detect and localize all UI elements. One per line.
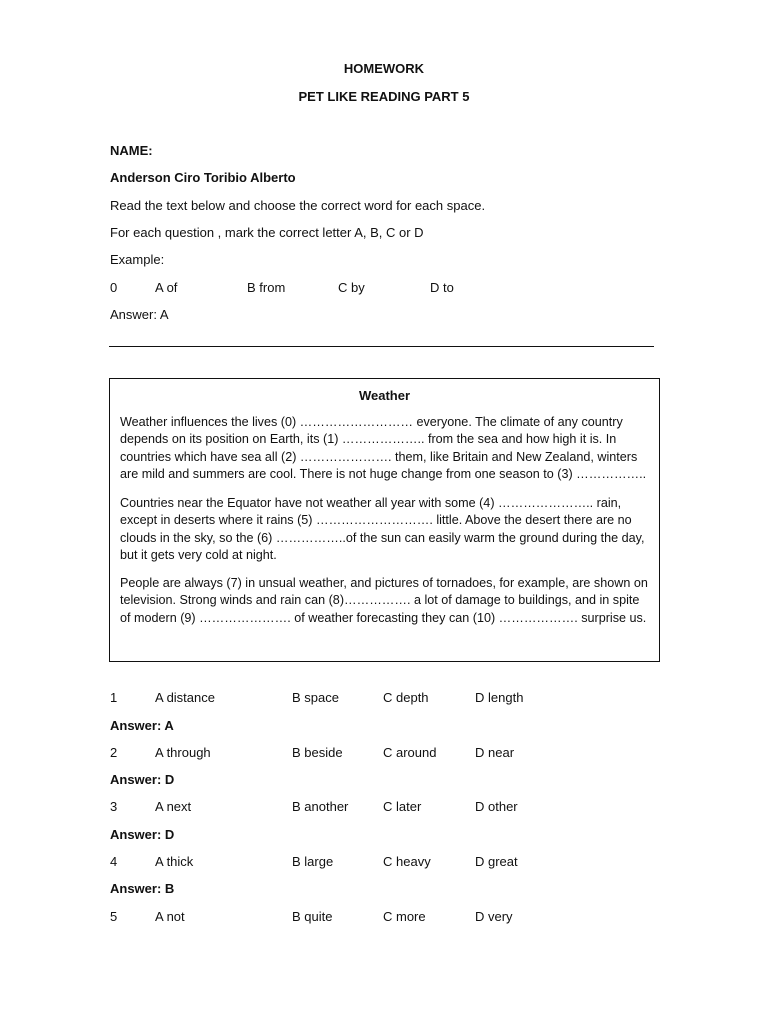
question-number: 1	[110, 690, 118, 705]
option-a: A not	[155, 909, 185, 924]
passage-paragraph-3: People are always (7) in unsual weather, and pictures of tornadoes, for example, are shown on television. Strong winds and rain can (8)……………. a lot of damage to buildings, and in spite of modern (9) …………………. of weather forecasting they can (10) ………………. surprise us.	[120, 576, 648, 625]
example-option-c: C by	[338, 280, 365, 295]
question-answer: Answer: D	[110, 827, 175, 842]
instruction-line-2: For each question , mark the correct letter A, B, C or D	[110, 225, 424, 240]
question-answer: Answer: A	[110, 718, 174, 733]
option-c: C more	[383, 909, 426, 924]
question-number: 2	[110, 745, 118, 760]
option-d: D very	[475, 909, 513, 924]
option-a: A thick	[155, 854, 194, 869]
option-c: C depth	[383, 690, 429, 705]
student-name: Anderson Ciro Toribio Alberto	[110, 170, 296, 185]
option-b: B beside	[292, 745, 343, 760]
option-a: A next	[155, 799, 192, 814]
passage-paragraph-2: Countries near the Equator have not weather all year with some (4) ………………….. rain, except in deserts where it rains (5) ………………………. little. Above the desert there are no clouds in the sky, so the (6) ……………..of the sun can easily warm the ground during the day, but it gets very cold at night.	[120, 496, 645, 563]
example-number: 0	[110, 280, 118, 295]
option-a: A through	[155, 745, 211, 760]
homework-title: HOMEWORK	[343, 61, 425, 76]
option-c: C later	[383, 799, 422, 814]
option-b: B space	[292, 690, 339, 705]
example-option-a: A of	[155, 280, 178, 295]
question-number: 4	[110, 854, 118, 869]
passage-title: Weather	[358, 388, 411, 403]
option-b: B another	[292, 799, 349, 814]
option-d: D near	[475, 745, 515, 760]
example-option-b: B from	[247, 280, 286, 295]
option-b: B large	[292, 854, 334, 869]
question-answer: Answer: D	[110, 772, 175, 787]
question-answer: Answer: B	[110, 881, 175, 896]
option-a: A distance	[155, 690, 215, 705]
option-d: D other	[475, 799, 518, 814]
example-answer: Answer: A	[110, 307, 169, 322]
example-label: Example:	[110, 252, 165, 267]
passage-box	[109, 378, 660, 662]
example-option-d: D to	[430, 280, 454, 295]
instruction-line-1: Read the text below and choose the correct word for each space.	[110, 198, 486, 213]
passage-paragraph-1: Weather influences the lives (0) ……………………… everyone. The climate of any country depends on its position on Earth, its (1) ……………….. from the sea and how high it is. In countries which have sea all (2) …………………. them, like Britain and New Zealand, winters are mild and summers are cool. There is not huge change from one season to (3) ……………..	[120, 415, 647, 482]
page-subtitle: PET LIKE READING PART 5	[298, 89, 470, 104]
question-number: 5	[110, 909, 118, 924]
option-b: B quite	[292, 909, 333, 924]
question-number: 3	[110, 799, 118, 814]
option-c: C heavy	[383, 854, 431, 869]
divider-line	[109, 346, 654, 347]
option-c: C around	[383, 745, 437, 760]
name-label: NAME:	[110, 143, 153, 158]
option-d: D great	[475, 854, 518, 869]
option-d: D length	[475, 690, 524, 705]
